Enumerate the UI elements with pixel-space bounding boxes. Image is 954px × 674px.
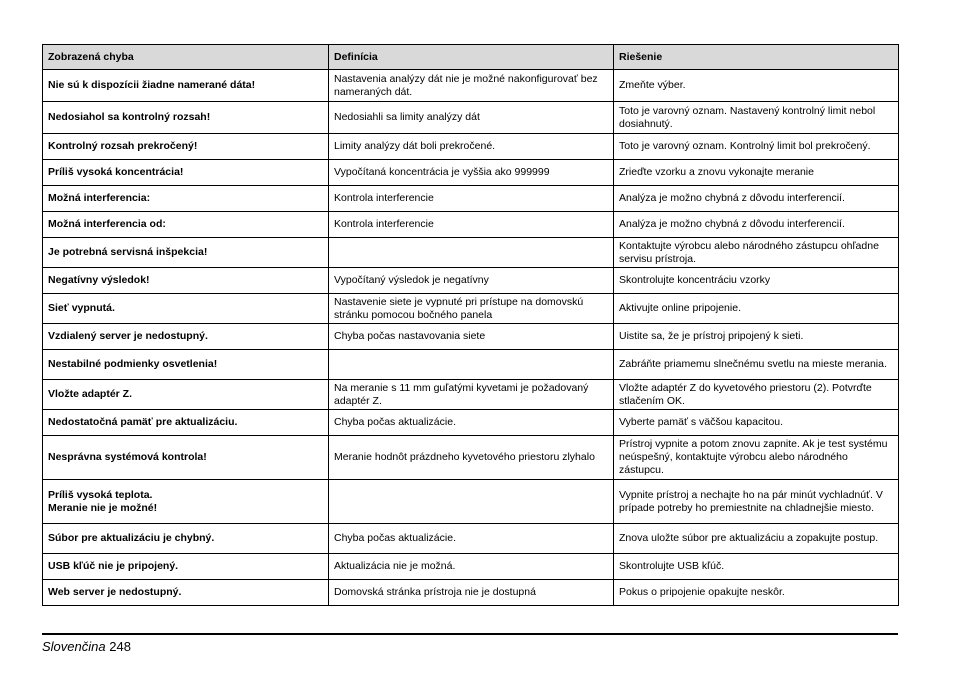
definition-cell: Nastavenia analýzy dát nie je možné nakonfigurovať bez nameraných dát. [329,70,614,102]
solution-cell: Skontrolujte USB kľúč. [614,554,899,580]
footer-language: Slovenčina [42,639,106,654]
definition-cell: Na meranie s 11 mm guľatými kyvetami je požadovaný adaptér Z. [329,380,614,410]
definition-cell [329,238,614,268]
definition-cell: Limity analýzy dát boli prekročené. [329,134,614,160]
definition-cell: Chyba počas nastavovania siete [329,324,614,350]
table-row [43,294,899,324]
solution-cell: Analýza je možno chybná z dôvodu interferencií. [614,186,899,212]
error-cell: Možná interferencia: [43,186,329,212]
table-row [43,268,899,294]
error-cell: Vzdialený server je nedostupný. [43,324,329,350]
definition-cell: Kontrola interferencie [329,186,614,212]
table-row [43,436,899,480]
definition-cell: Domovská stránka prístroja nie je dostupná [329,580,614,606]
error-cell: Negatívny výsledok! [43,268,329,294]
table-row [43,70,899,102]
solution-cell: Zabráňte priamemu slnečnému svetlu na mieste merania. [614,350,899,380]
error-cell: Vložte adaptér Z. [43,380,329,410]
definition-cell [329,350,614,380]
error-cell: Nie sú k dispozícii žiadne namerané dáta! [43,70,329,102]
header-solution: Riešenie [614,45,899,70]
table-row [43,524,899,554]
error-cell: Kontrolný rozsah prekročený! [43,134,329,160]
table-row [43,350,899,380]
header-displayed-error: Zobrazená chyba [43,45,329,70]
table-row [43,554,899,580]
definition-cell: Nedosiahli sa limity analýzy dát [329,102,614,134]
footer-divider [42,633,898,635]
error-cell: Nedosiahol sa kontrolný rozsah! [43,102,329,134]
solution-cell: Uistite sa, že je prístroj pripojený k sieti. [614,324,899,350]
solution-cell: Analýza je možno chybná z dôvodu interferencií. [614,212,899,238]
definition-cell [329,480,614,524]
error-cell: Sieť vypnutá. [43,294,329,324]
solution-cell: Prístroj vypnite a potom znovu zapnite. Ak je test systému neúspešný, kontaktujte výrobcu alebo národného zástupcu. [614,436,899,480]
table-row [43,160,899,186]
solution-cell: Vypnite prístroj a nechajte ho na pár minút vychladnúť. V prípade potreby ho premiestnite na chladnejšie miesto. [614,480,899,524]
definition-cell: Kontrola interferencie [329,212,614,238]
definition-cell: Chyba počas aktualizácie. [329,410,614,436]
definition-cell: Nastavenie siete je vypnuté pri prístupe na domovskú stránku pomocou bočného panela [329,294,614,324]
table-row [43,324,899,350]
definition-cell: Chyba počas aktualizácie. [329,524,614,554]
table-row [43,380,899,410]
error-cell: Príliš vysoká koncentrácia! [43,160,329,186]
table-row [43,134,899,160]
error-cell: Nesprávna systémová kontrola! [43,436,329,480]
error-table [42,44,899,606]
error-cell: USB kľúč nie je pripojený. [43,554,329,580]
solution-cell: Aktivujte online pripojenie. [614,294,899,324]
solution-cell: Toto je varovný oznam. Kontrolný limit bol prekročený. [614,134,899,160]
definition-cell: Meranie hodnôt prázdneho kyvetového priestoru zlyhalo [329,436,614,480]
error-cell: Nestabilné podmienky osvetlenia! [43,350,329,380]
table-row [43,212,899,238]
header-definition: Definícia [329,45,614,70]
solution-cell: Kontaktujte výrobcu alebo národného zástupcu ohľadne servisu prístroja. [614,238,899,268]
error-cell: Web server je nedostupný. [43,580,329,606]
error-cell: Príliš vysoká teplota. Meranie nie je možné! [43,480,329,524]
error-cell: Je potrebná servisná inšpekcia! [43,238,329,268]
solution-cell: Znova uložte súbor pre aktualizáciu a zopakujte postup. [614,524,899,554]
solution-cell: Vyberte pamäť s väčšou kapacitou. [614,410,899,436]
page-footer [42,639,131,654]
error-cell: Možná interferencia od: [43,212,329,238]
error-cell: Súbor pre aktualizáciu je chybný. [43,524,329,554]
table-row [43,102,899,134]
solution-cell: Zmeňte výber. [614,70,899,102]
error-cell: Nedostatočná pamäť pre aktualizáciu. [43,410,329,436]
solution-cell: Toto je varovný oznam. Nastavený kontrolný limit nebol dosiahnutý. [614,102,899,134]
definition-cell: Vypočítaná koncentrácia je vyššia ako 999999 [329,160,614,186]
table-row [43,238,899,268]
definition-cell: Vypočítaný výsledok je negatívny [329,268,614,294]
solution-cell: Vložte adaptér Z do kyvetového priestoru (2). Potvrďte stlačením OK. [614,380,899,410]
table-row [43,186,899,212]
table-row [43,480,899,524]
definition-cell: Aktualizácia nie je možná. [329,554,614,580]
solution-cell: Skontrolujte koncentráciu vzorky [614,268,899,294]
table-header-row [43,45,899,70]
page-number: 248 [109,639,131,654]
solution-cell: Zrieďte vzorku a znovu vykonajte meranie [614,160,899,186]
table-row [43,580,899,606]
solution-cell: Pokus o pripojenie opakujte neskôr. [614,580,899,606]
table-row [43,410,899,436]
